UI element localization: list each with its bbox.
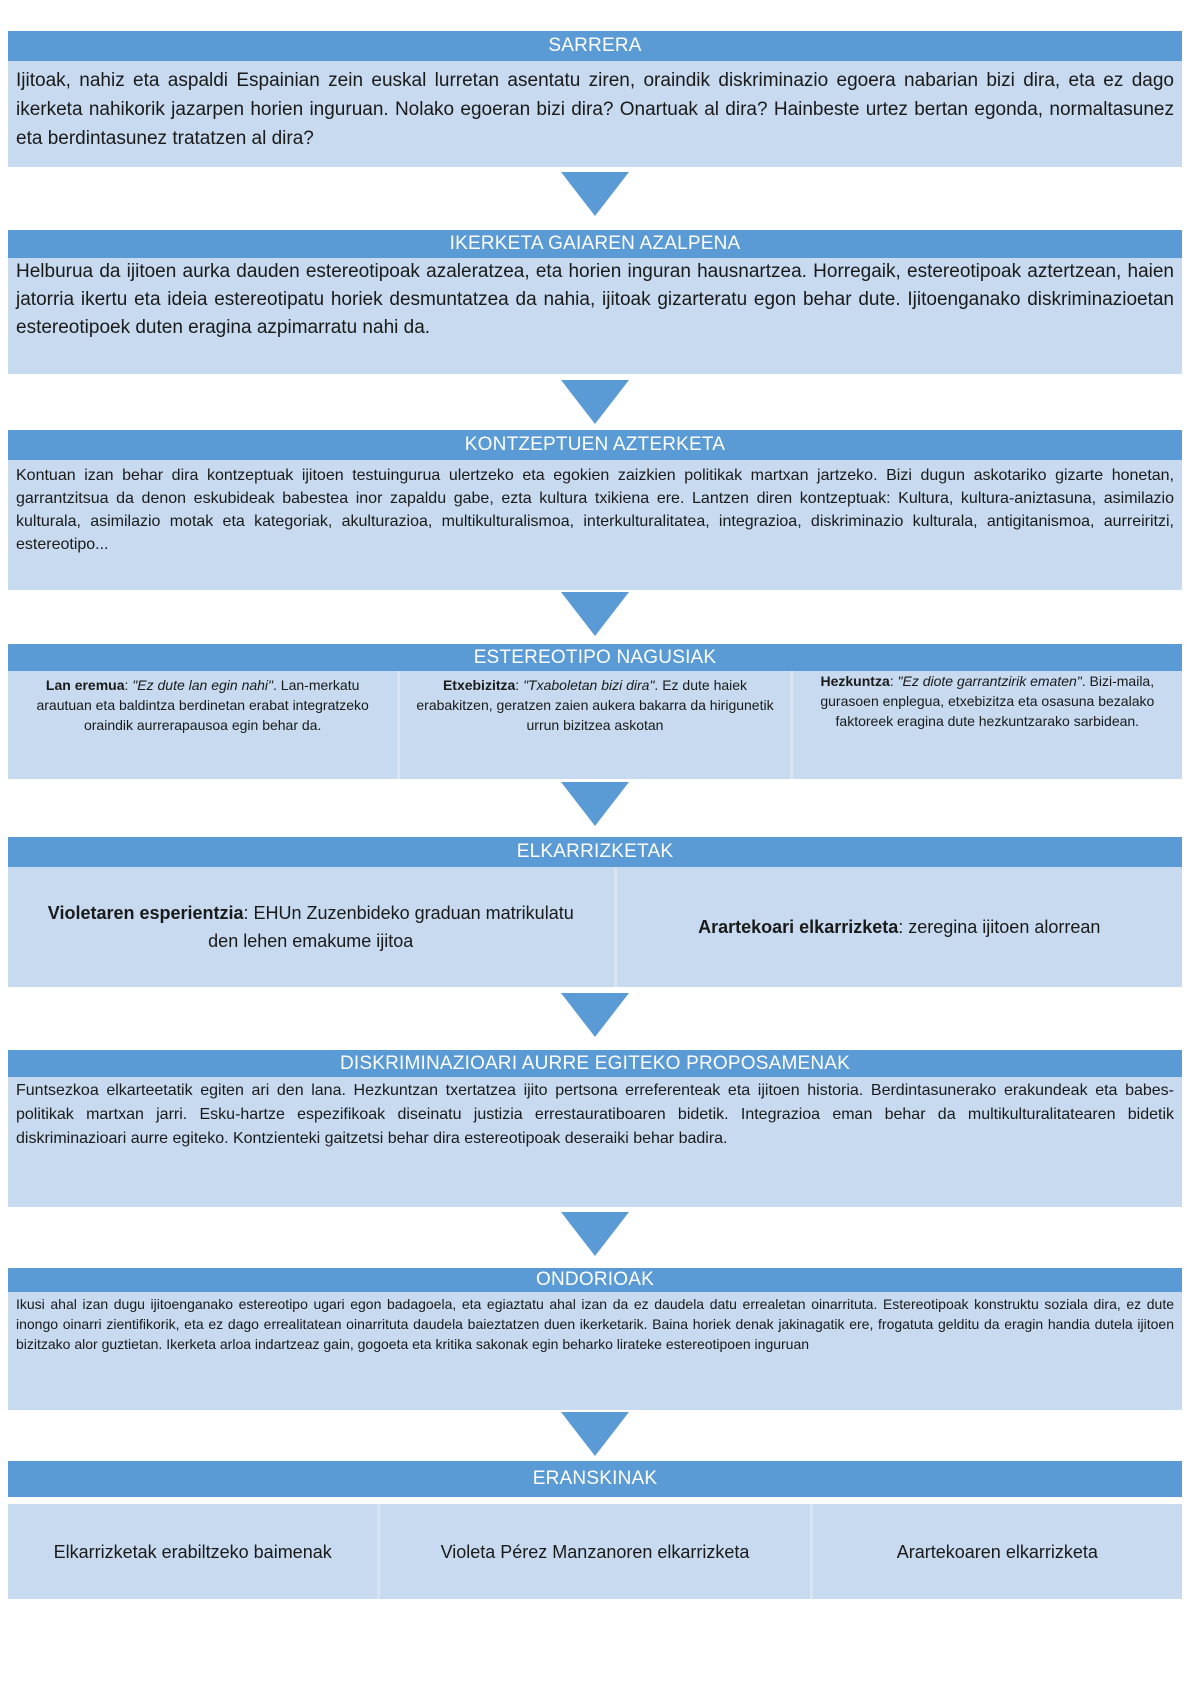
stereotype-text: . Ez dute haiek erabakitzen, geratzen zaien aukera bakarra da hirigunetik urrun bizitzea askotan — [416, 677, 774, 733]
interview-label: Violetaren esperientzia — [47, 903, 244, 923]
section-text: Ijitoak, nahiz eta aspaldi Espainian zein euskal lurretan asentatu ziren, oraindik diskriminazio egoera nabarian bizi dira, eta ez dago ikerketa nahikorik jazarpen horien inguruan. Nolako egoeran bizi dira? Onartuak al dira? Hainbeste urtez bertan egonda, normaltasunez eta berdintasunez tratatzen al dira? — [16, 70, 1174, 149]
section-title: DISKRIMINAZIOARI AURRE EGITEKO PROPOSAMENAK — [339, 1053, 851, 1074]
flow-arrow — [561, 1212, 629, 1256]
appendix-item — [377, 1504, 809, 1599]
section-body-ondorioak — [8, 1292, 1182, 1410]
stereotype-text: . Lan-merkatu arautuan eta baldintza berdinetan erabat integratzeko oraindik aurrerapausoa egin behar da. — [36, 677, 369, 733]
section-header-eranskinak — [8, 1461, 1182, 1497]
section-title: ESTEREOTIPO NAGUSIAK — [473, 647, 717, 668]
appendix-item — [810, 1504, 1182, 1599]
section-title: SARRERA — [548, 35, 642, 56]
section-header-sarrera — [8, 31, 1182, 61]
section-body-proposamenak — [8, 1077, 1182, 1207]
section-text: Kontuan izan behar dira kontzeptuak ijitoen testuingurua ulertzeko eta egokien zaizkien politikak martxan jartzeko. Bizi dugun askotariko gizarte honetan, garrantzitsua da denon eskubideak babestea inor zapaldu gabe, ezta kultura txikiena ere. Lantzen diren kontzeptuak: Kultura, kultura-aniztasuna, asimilazio kulturala, asimilazio motak eta kategoriak, akulturazioa, multikulturalismoa, interkulturalitatea, integrazioa, diskriminazio kulturala, antigitanismoa, aurreiritzi, estereotipo... — [16, 467, 1174, 553]
interview-label: Arartekoari elkarrizketa — [698, 917, 899, 937]
section-header-ondorioak — [8, 1268, 1182, 1292]
section-header-estereotipo — [8, 644, 1182, 671]
section-body-estereotipo — [8, 671, 1182, 779]
interview-text: : zeregina ijitoen alorrean — [898, 917, 1101, 937]
section-text: Ikusi ahal izan dugu ijitoenganako estereotipo ugari egon badagoela, eta egiaztatu ahal izan da ez daudela datu errealetan oinarrituta. Estereotipoak konstruktu soziala dira, ez dute inongo oinarri zientifikorik, eta ez dago errealitatean oinarrituta daudela baieztatzen duen ikerketarik. Baina horiek denak jakinagatik ere, frogatuta gelditu da eragin handia dutela ijitoen bizitzako alor guztietan. Ikerketa arloa indartzeaz gain, gogoeta eta kritika sakonak egin beharko lirateke estereotipoen inguruan — [16, 1296, 1174, 1352]
flow-arrow — [561, 1412, 629, 1456]
flow-arrow — [561, 592, 629, 636]
section-header-kontzeptuen — [8, 430, 1182, 460]
section-header-proposamenak — [8, 1050, 1182, 1077]
interview-violeta — [8, 867, 614, 987]
section-title: KONTZEPTUEN AZTERKETA — [464, 434, 726, 455]
flow-arrow — [561, 380, 629, 424]
section-header-ikerketa — [8, 230, 1182, 258]
interview-ararteko — [614, 867, 1183, 987]
section-body-elkarrizketak — [8, 867, 1182, 987]
section-body-ikerketa — [8, 258, 1182, 374]
section-title: IKERKETA GAIAREN AZALPENA — [449, 233, 741, 254]
interview-text: : EHUn Zuzenbideko graduan matrikulatu den lehen emakume ijitoa — [208, 903, 574, 951]
stereotype-label: Etxebizitza — [442, 677, 516, 693]
stereotype-quote: "Ez dute lan egin nahi" — [132, 677, 274, 693]
stereotype-work: Lan eremua: "Ez dute lan egin nahi". Lan-merkatu arautuan eta baldintza berdinetan erabat integratzeko oraindik aurrerapausoa egin behar da. — [36, 677, 369, 733]
section-text: Helburua da ijitoen aurka dauden estereotipoak azaleratzea, eta horien inguran hausnartzea. Horregaik, estereotipoak aztertzean, haien jatorria ikertu eta ideia estereotipatu horiek desmuntatzea da nahia, ijitoak gizarteratu egon behar dute. Ijitoenganako diskriminazioetan estereotipoek duten eragina azpimarratu nahi da. — [16, 261, 1174, 338]
flow-arrow — [561, 993, 629, 1037]
section-body-kontzeptuen — [8, 460, 1182, 590]
section-header-elkarrizketak — [8, 837, 1182, 867]
flow-arrow — [561, 782, 629, 826]
stereotype-label: Hezkuntza — [820, 673, 890, 689]
section-body-sarrera — [8, 61, 1182, 167]
section-text: Funtsezkoa elkarteetatik egiten ari den lana. Hezkuntzan txertatzea ijito pertsona erreferenteak eta ijitoen historia. Berdintasunerako erakundeak eta babes-politikak martxan jarri. Esku-hartze espezifikoak diseinatu justizia errestauratiboaren bidetik. Integrazioa eman behar da multikulturalitatearen bidetik diskriminazioari aurre egiteko. Kontzienteki gaitzetsi behar dira estereotipoak deseraiki behar badira. — [16, 1082, 1174, 1147]
appendix-text: Elkarrizketak erabiltzeko baimenak — [53, 1541, 332, 1562]
stereotype-label: Lan eremua — [45, 677, 125, 693]
section-body-eranskinak — [8, 1504, 1182, 1599]
stereotype-education: Hezkuntza: "Ez diote garrantzirik ematen". Bizi-maila, gurasoen enplegua, etxebizitza eta osasuna bezalako faktoreek eragina dute hezkuntzarako sarbidean. — [790, 671, 1182, 779]
section-title: ELKARRIZKETAK — [516, 841, 674, 862]
stereotype-text: . Bizi-maila, gurasoen enplegua, etxebizitza eta osasuna bezalako faktoreek eragina dute hezkuntzarako sarbidean. — [820, 673, 1155, 729]
stereotype-housing: Etxebizitza: "Txaboletan bizi dira". Ez dute haiek erabakitzen, geratzen zaien aukera bakarra da hirigunetik urrun bizitzea askotan — [397, 671, 789, 779]
appendix-text: Violeta Pérez Manzanoren elkarrizketa — [440, 1541, 750, 1562]
flow-arrow — [561, 172, 629, 216]
appendix-text: Arartekoaren elkarrizketa — [896, 1541, 1098, 1562]
section-title: ERANSKINAK — [532, 1468, 658, 1489]
stereotype-quote: "Txaboletan bizi dira" — [523, 677, 655, 693]
section-title: ONDORIOAK — [536, 1269, 654, 1290]
appendix-item — [8, 1504, 377, 1599]
stereotype-quote: "Ez diote garrantzirik ematen" — [897, 673, 1082, 689]
